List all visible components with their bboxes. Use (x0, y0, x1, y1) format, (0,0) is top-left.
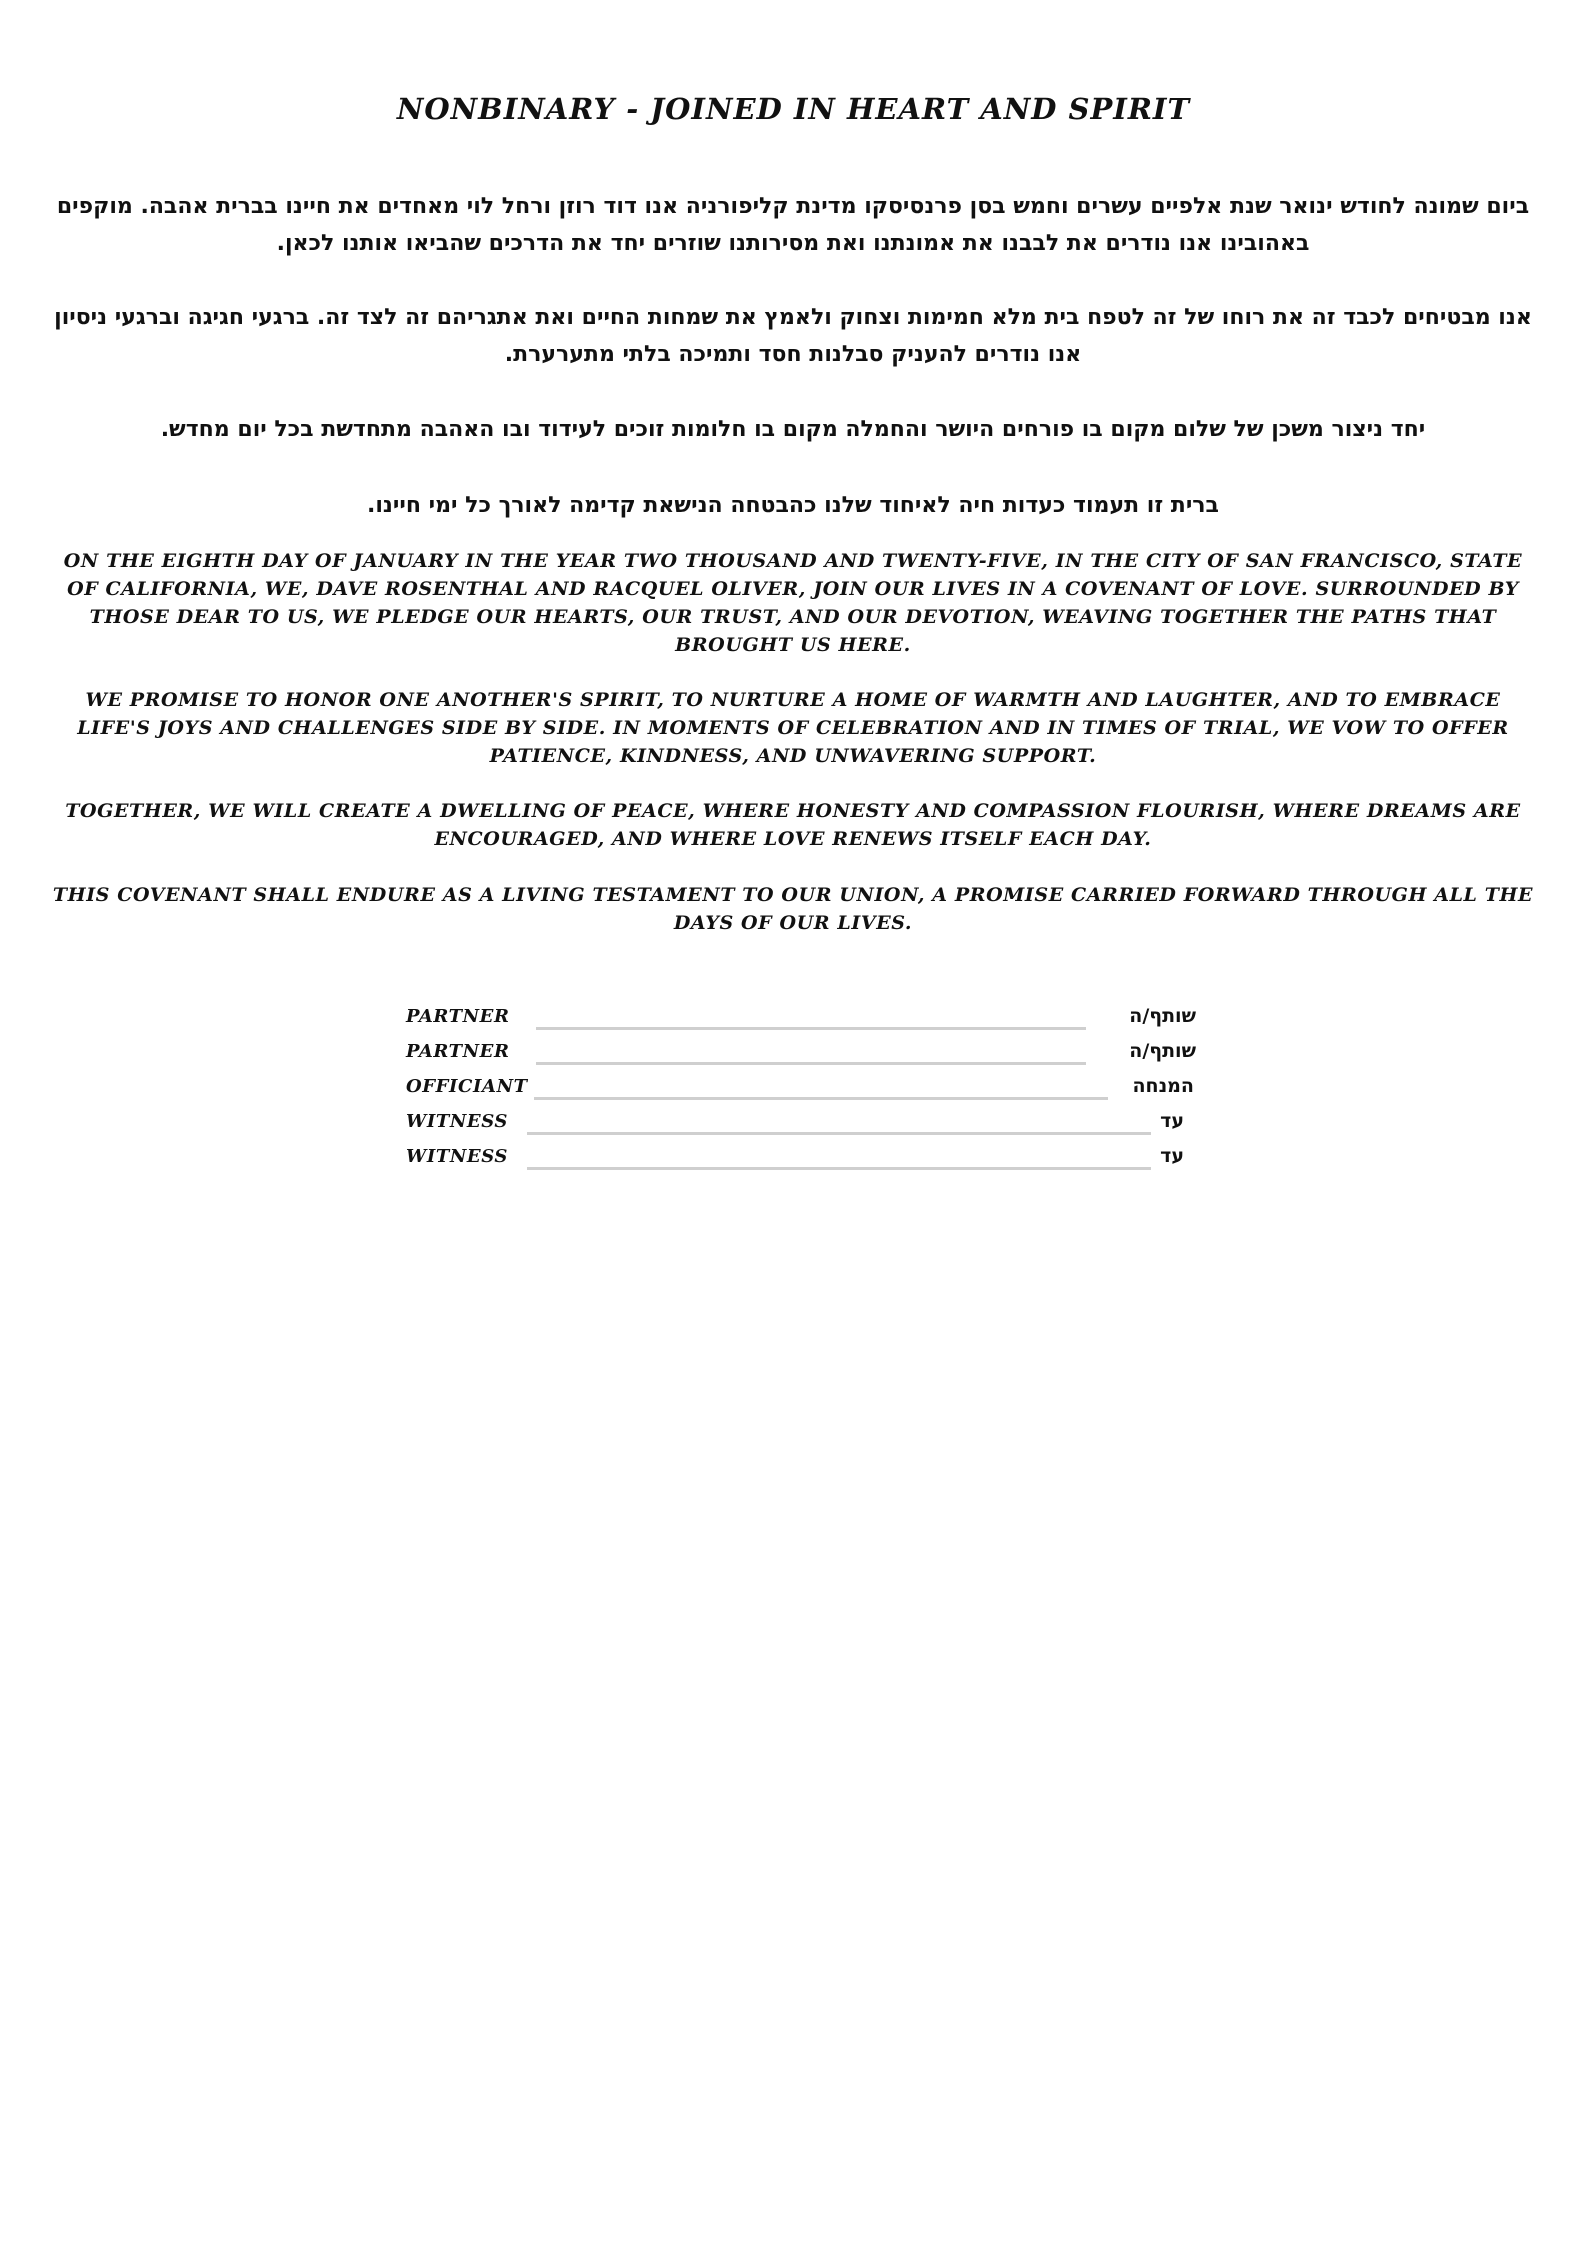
signature-label-en: WITNESS (406, 1111, 509, 1132)
signature-line[interactable] (536, 1062, 1086, 1065)
signature-row-partner-2 (406, 1037, 1196, 1072)
signature-label-he: עד (1160, 1145, 1184, 1167)
signature-line[interactable] (527, 1132, 1151, 1135)
hebrew-paragraph-3: יחד ניצור משכן של שלום מקום בו פורחים היושר והחמלה מקום בו חלומות זוכים לעידוד ובו האהבה מתחדשת בכל יום מחדש. (160, 417, 1426, 442)
hebrew-paragraph-4: ברית זו תעמוד כעדות חיה לאיחוד שלנו כהבטחה הנישאת קדימה לאורך כל ימי חיינו. (367, 493, 1219, 518)
english-paragraph-3: TOGETHER, WE WILL CREATE A DWELLING OF PEACE, WHERE HONESTY AND COMPASSION FLOURISH, WHERE DREAMS ARE ENCOURAGED, AND WHERE LOVE RENEWS ITSELF EACH DAY. (65, 800, 1521, 850)
signature-label-he: שותף/ה (1129, 1005, 1196, 1027)
signature-label-en: PARTNER (406, 1041, 510, 1062)
signature-row-officiant (406, 1072, 1196, 1107)
signature-label-en: PARTNER (406, 1006, 510, 1027)
signature-label-en: WITNESS (406, 1146, 509, 1167)
english-paragraph-2: WE PROMISE TO HONOR ONE ANOTHER'S SPIRIT, TO NURTURE A HOME OF WARMTH AND LAUGHTER, AND TO EMBRACE LIFE'S JOYS AND CHALLENGES SIDE BY SIDE. IN MOMENTS OF CELEBRATION AND IN TIMES OF TRIAL, WE VOW TO OFFER PATIENCE, KINDNESS, AND UNWAVERING SUPPORT. (77, 689, 1509, 767)
signature-row-witness-1 (406, 1107, 1196, 1142)
signature-label-he: עד (1160, 1110, 1184, 1132)
signature-label-he: המנחה (1132, 1075, 1194, 1097)
hebrew-paragraph-1: ביום שמונה לחודש ינואר שנת אלפיים עשרים וחמש בסן פרנסיסקו מדינת קליפורניה אנו דוד רוזן ורחל לוי מאחדים את חיינו בברית אהבה. מוקפים באהובינו אנו נודרים את לבבנו את אמונתנו ואת מסירותנו שוזרים יחד את הדרכים שהביאו אותנו לכאן. (56, 194, 1530, 256)
document-title: NONBINARY - JOINED IN HEART AND SPIRIT (396, 92, 1191, 126)
signature-block (406, 1002, 1196, 1177)
signature-label-he: שותף/ה (1129, 1040, 1196, 1062)
signature-label-en: OFFICIANT (406, 1076, 528, 1097)
signature-row-partner-1 (406, 1002, 1196, 1037)
signature-row-witness-2 (406, 1142, 1196, 1177)
english-paragraph-1: ON THE EIGHTH DAY OF JANUARY IN THE YEAR TWO THOUSAND AND TWENTY-FIVE, IN THE CITY OF SAN FRANCISCO, STATE OF CALIFORNIA, WE, DAVE ROSENTHAL AND RACQUEL OLIVER, JOIN OUR LIVES IN A COVENANT OF LOVE. SURROUNDED BY THOSE DEAR TO US, WE PLEDGE OUR HEARTS, OUR TRUST, AND OUR DEVOTION, WEAVING TOGETHER THE PATHS THAT BROUGHT US HERE. (63, 550, 1523, 656)
signature-line[interactable] (534, 1097, 1108, 1100)
signature-line[interactable] (536, 1027, 1086, 1030)
english-paragraph-4: THIS COVENANT SHALL ENDURE AS A LIVING TESTAMENT TO OUR UNION, A PROMISE CARRIED FORWARD THROUGH ALL THE DAYS OF OUR LIVES. (52, 884, 1534, 934)
signature-line[interactable] (527, 1167, 1151, 1170)
hebrew-paragraph-2: אנו מבטיחים לכבד זה את רוחו של זה לטפח בית מלא חמימות וצחוק ולאמץ את שמחות החיים ואת אתגריהם זה לצד זה. ברגעי חגיגה וברגעי ניסיון אנו נודרים להעניק סבלנות חסד ותמיכה בלתי מתערערת. (54, 305, 1532, 367)
